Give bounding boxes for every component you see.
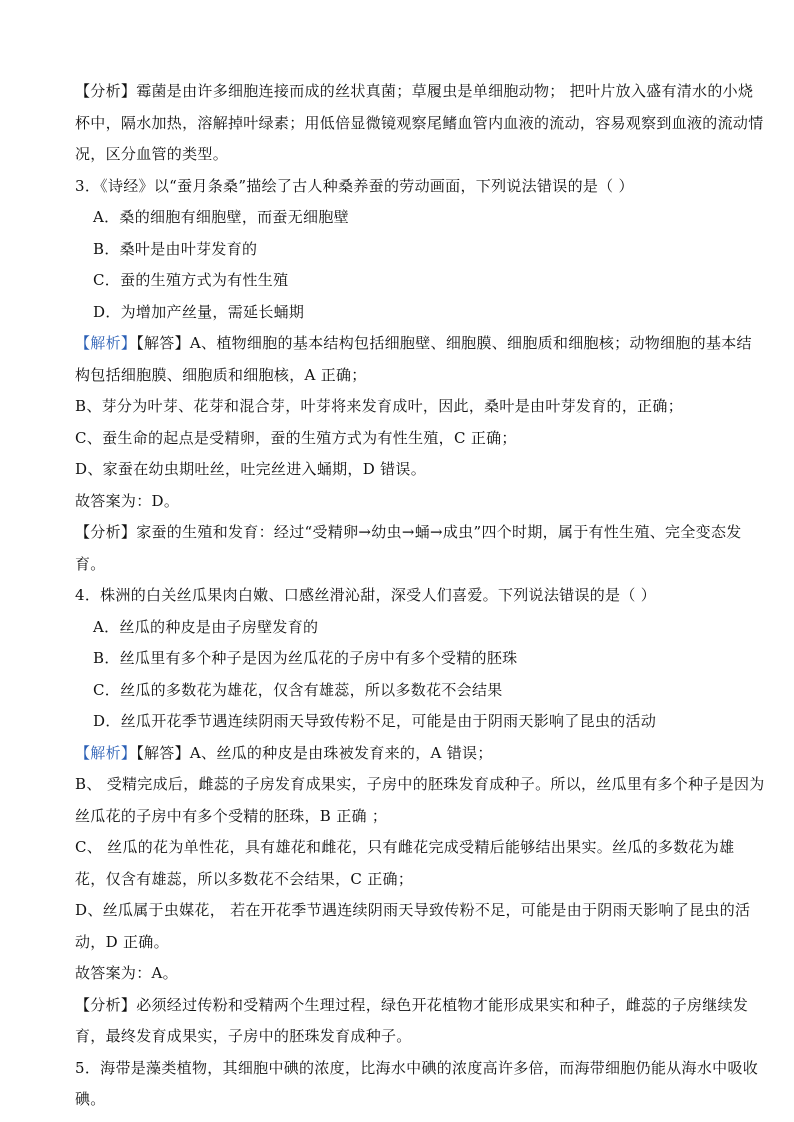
solution-text: 【解答】A、植物细胞的基本结构包括细胞壁、细胞膜、细胞质和细胞核；动物细胞的基本结构包括细胞膜、细胞质和细胞核，A 正确； (75, 334, 752, 384)
question-4-option-d: D．丝瓜开花季节遇连续阴雨天导致传粉不足，可能是由于阴雨天影响了昆虫的活动 (93, 712, 657, 730)
analysis-paragraph: 【分析】必须经过传粉和受精两个生理过程，绿色开花植物才能形成果实和种子，雌蕊的子房继续发育，最终发育成果实，子房中的胚珠发育成种子。 (75, 995, 749, 1045)
answer-line: 故答案为：D。 (75, 491, 180, 510)
question-4-solution (75, 738, 765, 770)
solution-line-d: D、丝瓜属于虫媒花， 若在开花季节遇连续阴雨天导致传粉不足，可能是由于阴雨天影响了昆虫的活动，D 正确。 (75, 901, 751, 951)
question-4-option-b: B．丝瓜里有多个种子是因为丝瓜花的子房中有多个受精的胚珠 (93, 649, 518, 667)
solution-line-c: C、 丝瓜的花为单性花，具有雄花和雌花，只有雌花完成受精后能够结出果实。丝瓜的多数花为雄花，仅含有雄蕊，所以多数花不会结果，C 正确； (75, 838, 735, 888)
question-5-stem: 5．海带是藻类植物，其细胞中碘的浓度，比海水中碘的浓度高许多倍，而海带细胞仍能从海水中吸收碘。 (75, 1058, 759, 1108)
question-3-option-b: B．桑叶是由叶芽发育的 (93, 239, 258, 258)
question-4-option-a: A．丝瓜的种皮是由子房壁发育的 (93, 617, 319, 636)
question-3-option-a: A．桑的细胞有细胞壁，而蚕无细胞壁 (93, 208, 349, 226)
solution-tag: 【解析】 (75, 743, 137, 762)
question-3-solution (75, 328, 765, 391)
question-3-option-c: C．蚕的生殖方式为有性生殖 (93, 271, 289, 289)
solution-text: 【解答】A、丝瓜的种皮是由珠被发育来的，A 错误； (136, 743, 493, 762)
solution-line-c: C、蚕生命的起点是受精卵，蚕的生殖方式为有性生殖，C 正确； (75, 428, 517, 447)
question-3-option-d: D．为增加产丝量，需延长蛹期 (93, 302, 305, 321)
solution-line-d: D、家蚕在幼虫期吐丝，吐完丝进入蛹期，D 错误。 (75, 460, 427, 478)
solution-tag: 【解析】 (75, 334, 137, 352)
question-4-option-c: C．丝瓜的多数花为雄花，仅含有雄蕊，所以多数花不会结果 (93, 680, 503, 699)
analysis-paragraph: 【分析】家蚕的生殖和发育：经过“受精卵→幼虫→蛹→成虫”四个时期，属于有性生殖、完全变态发育。 (75, 523, 742, 573)
solution-line-b: B、 受精完成后，雌蕊的子房发育成果实，子房中的胚珠发育成种子。所以，丝瓜里有多个种子是因为丝瓜花的子房中有多个受精的胚珠，B 正确 ； (75, 775, 765, 825)
analysis-paragraph: 【分析】霉菌是由许多细胞连接而成的丝状真菌；草履虫是单细胞动物； 把叶片放入盛有清水的小烧杯中，隔水加热，溶解掉叶绿素；用低倍显微镜观察尾鳍血管内血液的流动，容易观察到血液的流动情况，区分血管的类型。 (75, 82, 764, 163)
document-body (75, 76, 765, 1116)
answer-line: 故答案为：A。 (75, 964, 178, 982)
question-4-stem: 4．株洲的白关丝瓜果肉白嫩、口感丝滑沁甜，深受人们喜爱。下列说法错误的是（ ） (75, 586, 657, 604)
question-3-stem: 3．《诗经》以“蚕月条桑”描绘了古人种桑养蚕的劳动画面，下列说法错误的是（ ） (75, 176, 634, 195)
solution-line-b: B、芽分为叶芽、花芽和混合芽，叶芽将来发育成叶，因此，桑叶是由叶芽发育的，正确； (75, 397, 684, 415)
